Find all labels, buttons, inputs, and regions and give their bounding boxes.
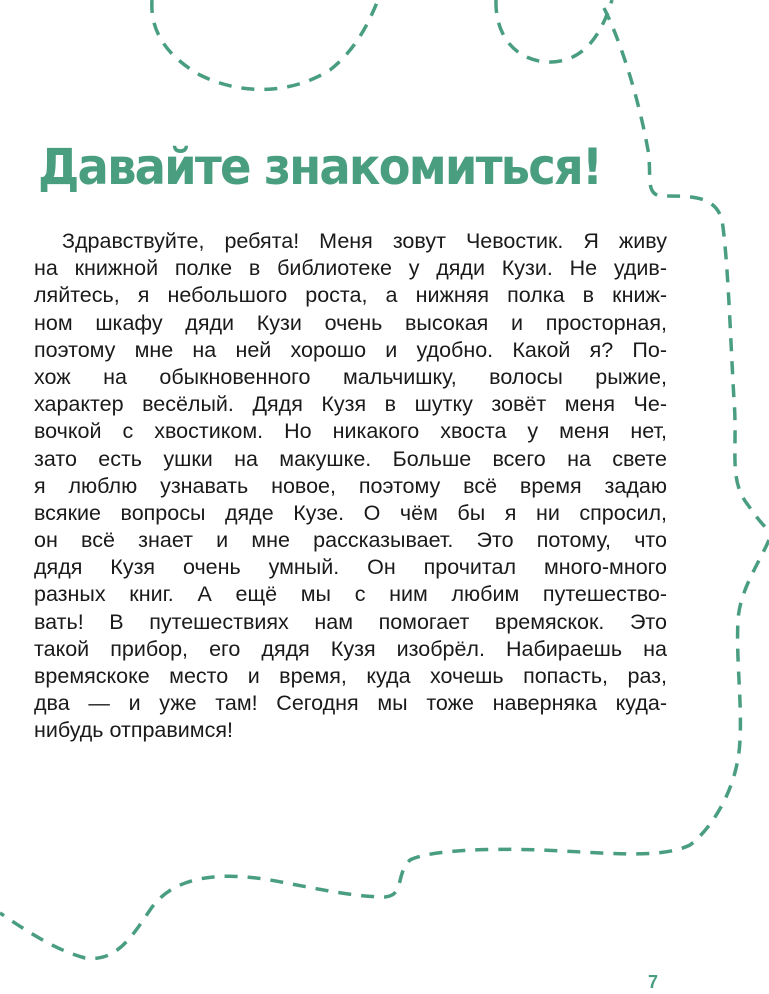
text-line: я люблю узнавать новое, поэтому всё время задаю bbox=[34, 473, 667, 498]
text-line: он всё знает и мне рассказывает. Это потому, что bbox=[34, 528, 667, 553]
text-line: поэтому мне на ней хорошо и удобно. Какой я? По- bbox=[34, 337, 667, 362]
text-line: зато есть ушки на макушке. Больше всего на свете bbox=[34, 446, 667, 471]
text-line: ном шкафу дяди Кузи очень высокая и просторная, bbox=[34, 310, 667, 335]
text-line: такой прибор, его дядя Кузя изобрёл. Набираешь на bbox=[34, 636, 667, 661]
text-line: два — и уже там! Сегодня мы тоже наверняка куда- bbox=[34, 691, 667, 716]
text-line: характер весёлый. Дядя Кузя в шутку зовёт меня Че- bbox=[34, 392, 667, 417]
dashed-arc-middle bbox=[496, 0, 612, 62]
body-text bbox=[34, 228, 667, 745]
text-line: разных книг. А ещё мы с ним любим путешество- bbox=[34, 582, 667, 607]
text-line: всякие вопросы дяде Кузе. О чём бы я ни спросил, bbox=[34, 500, 667, 525]
text-line: вочкой с хвостиком. Но никакого хвоста у меня нет, bbox=[34, 419, 667, 444]
page-number: 7 bbox=[648, 972, 659, 992]
text-line: Здравствуйте, ребята! Меня зовут Чевостик. Я живу bbox=[62, 229, 667, 253]
dashed-arc-left bbox=[152, 0, 378, 89]
text-line: дядя Кузя очень умный. Он прочитал много-много bbox=[34, 555, 667, 580]
text-line: на книжной полке в библиотеке у дяди Кузи. Не удив- bbox=[34, 256, 667, 281]
text-line: времяскоке место и время, куда хочешь попасть, раз, bbox=[34, 664, 667, 688]
text-line: вать! В путешествиях нам помогает времяскок. Это bbox=[34, 609, 667, 634]
text-line: нибудь отправимся! bbox=[34, 718, 233, 743]
text-line: ляйтесь, я небольшого роста, а нижняя полка в книж- bbox=[34, 283, 667, 308]
page-title: Давайте знакомиться! bbox=[38, 138, 602, 196]
text-line: хож на обыкновенного мальчишку, волосы рыжие, bbox=[34, 364, 667, 389]
